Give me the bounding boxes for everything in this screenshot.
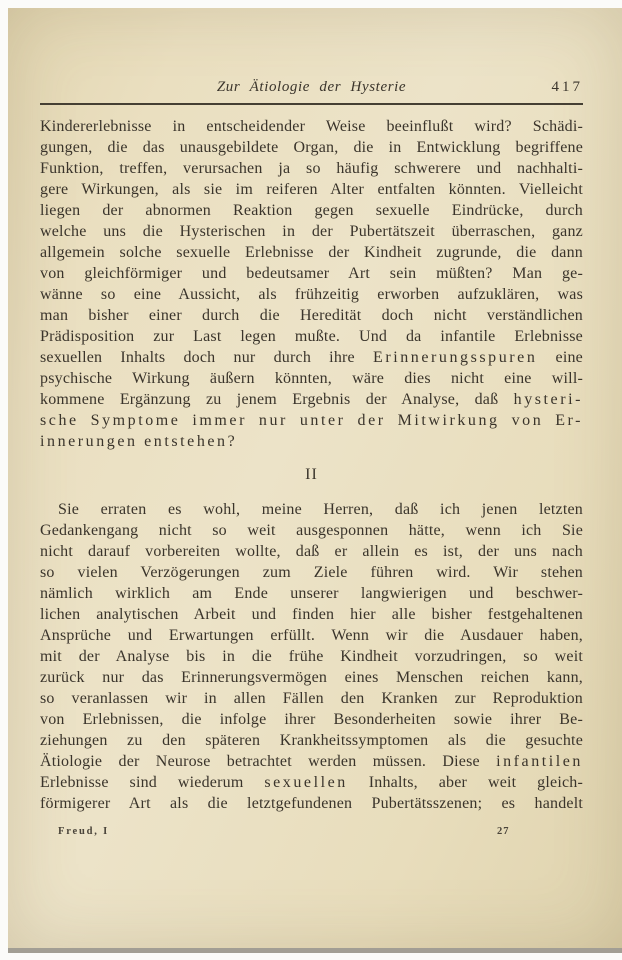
text-line: Sie erraten es wohl, meine Herren, daß ich jenen letzten [58, 501, 583, 518]
text-line: Erlebnisse sind wiederum sexuellen Inhalts, aber weit gleich- [40, 774, 584, 791]
sheet-number: 27 [497, 826, 510, 837]
text-line: kommene Ergänzung zu jenem Ergebnis der Analyse, daß hysteri- [40, 391, 583, 408]
header-rule [40, 103, 583, 105]
text-line: Gedankengang nicht so weit ausgesponnen hätte, wenn ich Sie [40, 522, 583, 539]
text-line: gungen, die das unausgebildete Organ, die in Entwicklung begriffene [40, 139, 583, 156]
text-line: Prädisposition zur Last legen mußte. Und da infantile Erlebnisse [40, 328, 583, 345]
emphasized-text: sche Symptome immer nur unter der Mitwirkung von Er- [40, 412, 583, 429]
text-line: nämlich wirklich am Ende unserer langwierigen und beschwer- [40, 585, 583, 602]
running-header-title: Zur Ätiologie der Hysterie [216, 79, 407, 95]
text-line: zurück nur das Erinnerungsvermögen eines Menschen reichen kann, [40, 669, 583, 686]
text-block [40, 78, 583, 842]
text-line: liegen der abnormen Reaktion gegen sexuelle Eindrücke, durch [40, 202, 583, 219]
text-line: psychische Wirkung äußern könnten, wäre dies nicht eine will- [40, 370, 583, 387]
text-line: so vielen Verzögerungen zum Ziele führen wird. Wir stehen [40, 564, 583, 581]
text-line: allgemein solche sexuelle Erlebnisse der Kindheit zugrunde, die dann [40, 244, 583, 261]
text-line: gere Wirkungen, als sie im reiferen Alter entfalten könnten. Vielleicht [40, 181, 583, 198]
text-line: nicht darauf vorbereiten wollte, daß er allein es ist, der uns nach [40, 543, 583, 560]
emphasized-text: sexuellen [264, 774, 348, 791]
text-line: lichen analytischen Arbeit und finden hier alle bisher festgehaltenen [40, 606, 583, 623]
text-line: förmigerer Art als die letztgefundenen Pubertätsszenen; es handelt [40, 795, 583, 812]
page-footer [40, 826, 583, 842]
text-line: welche uns die Hysterischen in der Pubertätszeit überraschen, ganz [40, 223, 583, 240]
text-line: Ätiologie der Neurose betrachtet werden müssen. Diese infantilen [40, 753, 583, 770]
text-line: sexuellen Inhalts doch nur durch ihre Erinnerungsspuren eine [40, 349, 583, 366]
text-line: von Erlebnissen, die infolge ihrer Besonderheiten sowie ihrer Be- [40, 711, 583, 728]
emphasized-text: innerungen entstehen? [40, 433, 238, 450]
page-bottom-edge [8, 948, 622, 953]
text-line: ziehungen zu den späteren Krankheitssymptomen als die gesuchte [40, 732, 583, 749]
emphasized-text: Erinnerungsspuren [373, 349, 538, 366]
text-line [40, 431, 583, 452]
text-line: so veranlassen wir in allen Fällen den Kranken zur Reproduktion [40, 690, 583, 707]
text-line [40, 410, 583, 431]
text-line: man bisher einer durch die Heredität doch nicht verständlichen [40, 307, 583, 324]
page-number: 417 [551, 79, 583, 95]
volume-signature: Freud, I [58, 826, 109, 837]
text-line: Funktion, treffen, verursachen ja so häufig schwerere und nachhalti- [40, 160, 583, 177]
emphasized-text: hysteri- [513, 391, 583, 408]
paragraph [40, 499, 583, 814]
text-line: wänne so eine Aussicht, als frühzeitig erworben aufzuklären, was [40, 286, 583, 303]
page-body [40, 116, 583, 814]
text-line: Kindererlebnisse in entscheidender Weise beeinflußt wird? Schädi- [40, 118, 583, 135]
emphasized-text: infantilen [496, 753, 583, 770]
running-header [40, 78, 583, 100]
text-line: mit der Analyse bis in die frühe Kindheit vorzudringen, so weit [40, 648, 583, 665]
paragraph [40, 116, 583, 452]
text-line: von gleichförmiger und bedeutsamer Art sein müßten? Man ge- [40, 265, 583, 282]
section-heading: II [305, 466, 318, 483]
text-line: Ansprüche und Erwartungen erfüllt. Wenn wir die Ausdauer haben, [40, 627, 583, 644]
book-page [8, 8, 622, 948]
